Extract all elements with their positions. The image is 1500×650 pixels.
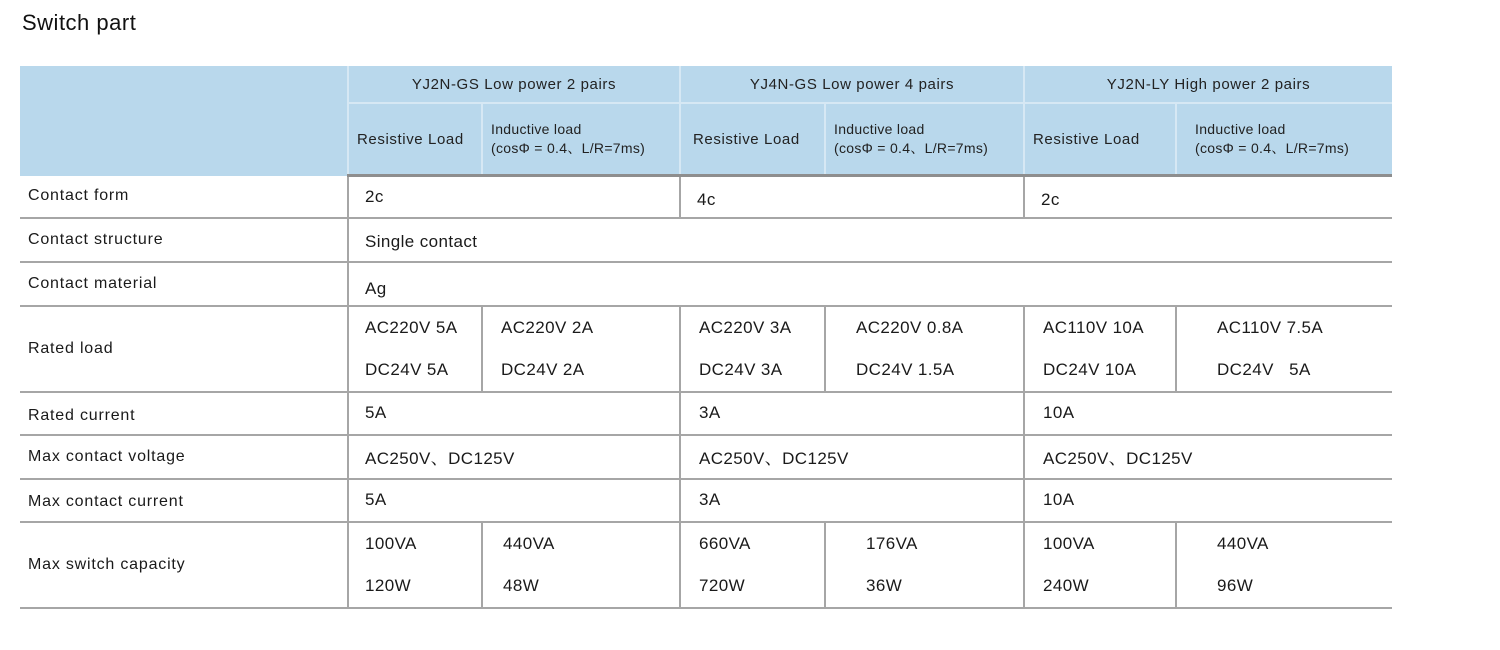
value-line: 240W xyxy=(1043,575,1090,595)
header-model-yj2n-gs: YJ2N-GS Low power 2 pairs xyxy=(348,66,680,103)
value-cell: 4c xyxy=(680,176,1024,218)
value-cell xyxy=(1024,306,1176,392)
value-line: 96W xyxy=(1217,575,1254,595)
header-resistive-load: Resistive Load xyxy=(680,103,825,176)
value-line: AC110V 10A xyxy=(1043,317,1145,337)
header-resistive-load: Resistive Load xyxy=(1024,103,1176,176)
value-cell xyxy=(1176,522,1392,608)
row-contact-structure xyxy=(20,218,1392,262)
value-cell: AC250V、DC125V xyxy=(1024,435,1392,479)
value-cell: 2c xyxy=(1024,176,1392,218)
row-max-contact-voltage xyxy=(20,435,1392,479)
value-line: DC24V 10A xyxy=(1043,359,1137,379)
row-contact-material xyxy=(20,262,1392,306)
row-label: Max contact current xyxy=(20,479,348,522)
row-label: Max contact voltage xyxy=(20,435,348,479)
inductive-title: Inductive load xyxy=(491,121,582,137)
header-model-yj4n-gs: YJ4N-GS Low power 4 pairs xyxy=(680,66,1024,103)
value-cell: 5A xyxy=(348,479,680,522)
value-line: 176VA xyxy=(866,533,918,553)
inductive-condition: (cosΦ = 0.4、L/R=7ms) xyxy=(491,140,646,156)
value-line: 660VA xyxy=(699,533,751,553)
row-label: Contact material xyxy=(20,262,348,306)
value-cell xyxy=(348,522,482,608)
header-row-models xyxy=(20,66,1392,103)
switch-spec-table xyxy=(20,66,1392,609)
value-cell xyxy=(482,306,680,392)
value-line: DC24V 3A xyxy=(699,359,783,379)
value-cell xyxy=(348,306,482,392)
value-cell: 10A xyxy=(1024,392,1392,435)
value-cell xyxy=(825,522,1024,608)
value-line: DC24V 2A xyxy=(501,359,585,379)
value-cell xyxy=(1176,306,1392,392)
row-max-switch-capacity xyxy=(20,522,1392,608)
inductive-title: Inductive load xyxy=(834,121,925,137)
value-cell: 3A xyxy=(680,479,1024,522)
header-model-yj2n-ly: YJ2N-LY High power 2 pairs xyxy=(1024,66,1392,103)
value-cell xyxy=(1024,522,1176,608)
row-rated-current xyxy=(20,392,1392,435)
value-cell: Single contact xyxy=(348,218,1392,262)
value-line: DC24V 5A xyxy=(365,359,449,379)
value-line: 720W xyxy=(699,575,746,595)
value-line: AC220V 2A xyxy=(501,317,594,337)
value-line: 440VA xyxy=(1217,533,1269,553)
row-contact-form xyxy=(20,176,1392,218)
row-label: Contact form xyxy=(20,176,348,218)
value-cell: AC250V、DC125V xyxy=(680,435,1024,479)
value-cell: 5A xyxy=(348,392,680,435)
value-line: 36W xyxy=(866,575,903,595)
value-cell xyxy=(482,522,680,608)
row-label: Contact structure xyxy=(20,218,348,262)
value-line: AC220V 0.8A xyxy=(856,317,964,337)
value-line: 440VA xyxy=(503,533,555,553)
value-line: 120W xyxy=(365,575,412,595)
row-rated-load xyxy=(20,306,1392,392)
value-cell: AC250V、DC125V xyxy=(348,435,680,479)
page-title: Switch part xyxy=(22,10,137,35)
header-inductive-load xyxy=(825,103,1024,176)
value-cell: 3A xyxy=(680,392,1024,435)
value-line: 100VA xyxy=(365,533,417,553)
value-line: AC110V 7.5A xyxy=(1217,317,1324,337)
row-label: Rated current xyxy=(20,392,348,435)
header-inductive-load xyxy=(1176,103,1392,176)
inductive-condition: (cosΦ = 0.4、L/R=7ms) xyxy=(1195,140,1350,156)
value-line: AC220V 3A xyxy=(699,317,792,337)
value-cell xyxy=(825,306,1024,392)
row-label: Rated load xyxy=(20,306,348,392)
header-corner xyxy=(20,66,348,176)
row-max-contact-current xyxy=(20,479,1392,522)
row-label: Max switch capacity xyxy=(20,522,348,608)
value-cell xyxy=(680,522,825,608)
value-line: 100VA xyxy=(1043,533,1095,553)
value-cell: 10A xyxy=(1024,479,1392,522)
inductive-condition: (cosΦ = 0.4、L/R=7ms) xyxy=(834,140,989,156)
inductive-title: Inductive load xyxy=(1195,121,1286,137)
header-resistive-load: Resistive Load xyxy=(348,103,482,176)
value-line: DC24V 5A xyxy=(1217,359,1311,379)
value-line: DC24V 1.5A xyxy=(856,359,955,379)
value-cell: Ag xyxy=(348,262,1392,306)
value-line: AC220V 5A xyxy=(365,317,458,337)
value-cell: 2c xyxy=(348,176,680,218)
value-line: 48W xyxy=(503,575,540,595)
header-inductive-load xyxy=(482,103,680,176)
value-cell xyxy=(680,306,825,392)
